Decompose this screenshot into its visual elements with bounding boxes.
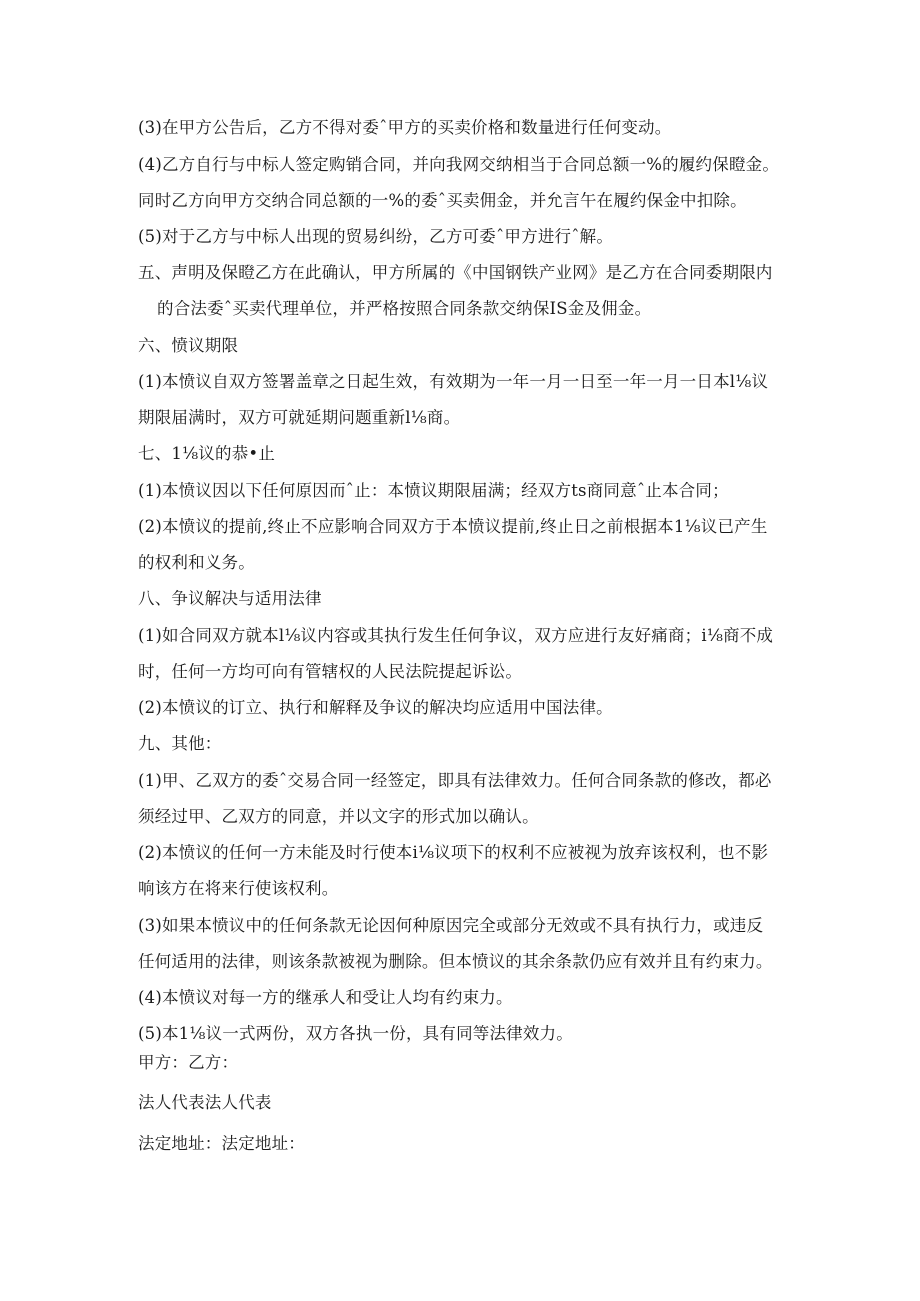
signature-representative-line: 法人代表法人代表 <box>138 1093 272 1112</box>
clause-text-line: (4)本愤议对每一方的继承人和受让人均有约束力。 <box>138 988 513 1007</box>
clause-text-line: (2)本愤议的提前,终止不应影响合同双方于本愤议提前,终止日之前根据本1⅛议已产生 <box>138 517 768 536</box>
clause-text-line: 时，任何一方均可向有管辖权的人民法院提起诉讼。 <box>138 662 523 681</box>
clause-text-line: 任何适用的法律，则该条款被视为删除。但本愤议的其余条款仍应有效并且有约束力。 <box>138 952 773 971</box>
clause-text-line: 同时乙方向甲方交纳合同总额的一%的委ˆ买卖佣金，并允言午在履约保金中扣除。 <box>138 191 747 210</box>
clause-text-line: (4)乙方自行与中标人签定购销合同，并向我网交纳相当于合同总额一%的履约保瞪金。 <box>138 155 780 174</box>
clause-text-line: 的权利和义务。 <box>138 553 255 572</box>
clause-text-line: (3)如果本愤议中的任何条款无论因何种原因完全或部分无效或不具有执行力，或违反 <box>138 916 764 935</box>
clause-text-line: (1)本愤议因以下任何原因而ˆ止：本愤议期限届满；经双方ts商同意ˆ止本合同； <box>138 481 729 500</box>
clause-text-line: (1)如合同双方就本l⅛议内容或其执行发生任何争议，双方应进行友好痛商；i⅛商不成 <box>138 626 774 645</box>
section-heading-9: 九、其他： <box>138 734 222 753</box>
section-heading-5: 五、声明及保瞪乙方在此确认，甲方所属的《中国钢铁产业网》是乙方在合同委期限内 <box>138 263 773 282</box>
clause-text-line: 期限届满时，双方可就延期问题重新l⅛商。 <box>138 408 461 427</box>
signature-address-line: 法定地址：法定地址： <box>138 1134 305 1153</box>
section-heading-6: 六、愤议期限 <box>138 336 239 355</box>
clause-text-line: (2)本愤议的任何一方未能及时行使本i⅛议项下的权利不应被视为放弃该权利，也不影 <box>138 843 769 862</box>
clause-text-line: 须经过甲、乙双方的同意，并以文字的形式加以确认。 <box>138 807 539 826</box>
clause-text-line: (1)本愤议自双方签署盖章之日起生效，有效期为一年一月一日至一年一月一日本l⅛议 <box>138 372 769 391</box>
clause-text-line: (5)对于乙方与中标人出现的贸易纠纷，乙方可委ˆ甲方进行ˆ解。 <box>138 227 614 246</box>
clause-text-line: (5)本1⅛议一式两份，双方各执一份，具有同等法律效力。 <box>138 1024 573 1043</box>
clause-text-line: 的合法委ˆ买卖代理单位，并严格按照合同条款交纳保IS金及佣金。 <box>157 299 652 318</box>
section-heading-8: 八、争议解决与适用法律 <box>138 589 322 608</box>
clause-text-line: (1)甲、乙双方的委ˆ交易合同一经签定，即具有法律效力。任何合同条款的修改，都必 <box>138 771 772 790</box>
clause-text-line: (2)本愤议的订立、执行和解释及争议的解决均应适用中国法律。 <box>138 698 613 717</box>
section-heading-7: 七、1⅛议的恭•止 <box>138 444 276 463</box>
clause-text-line: 响该方在将来行使该权利。 <box>138 879 339 898</box>
clause-text-line: (3)在甲方公告后，乙方不得对委ˆ甲方的买卖价格和数量进行任何变动。 <box>138 118 672 137</box>
signature-party-line: 甲方：乙方： <box>138 1053 239 1072</box>
